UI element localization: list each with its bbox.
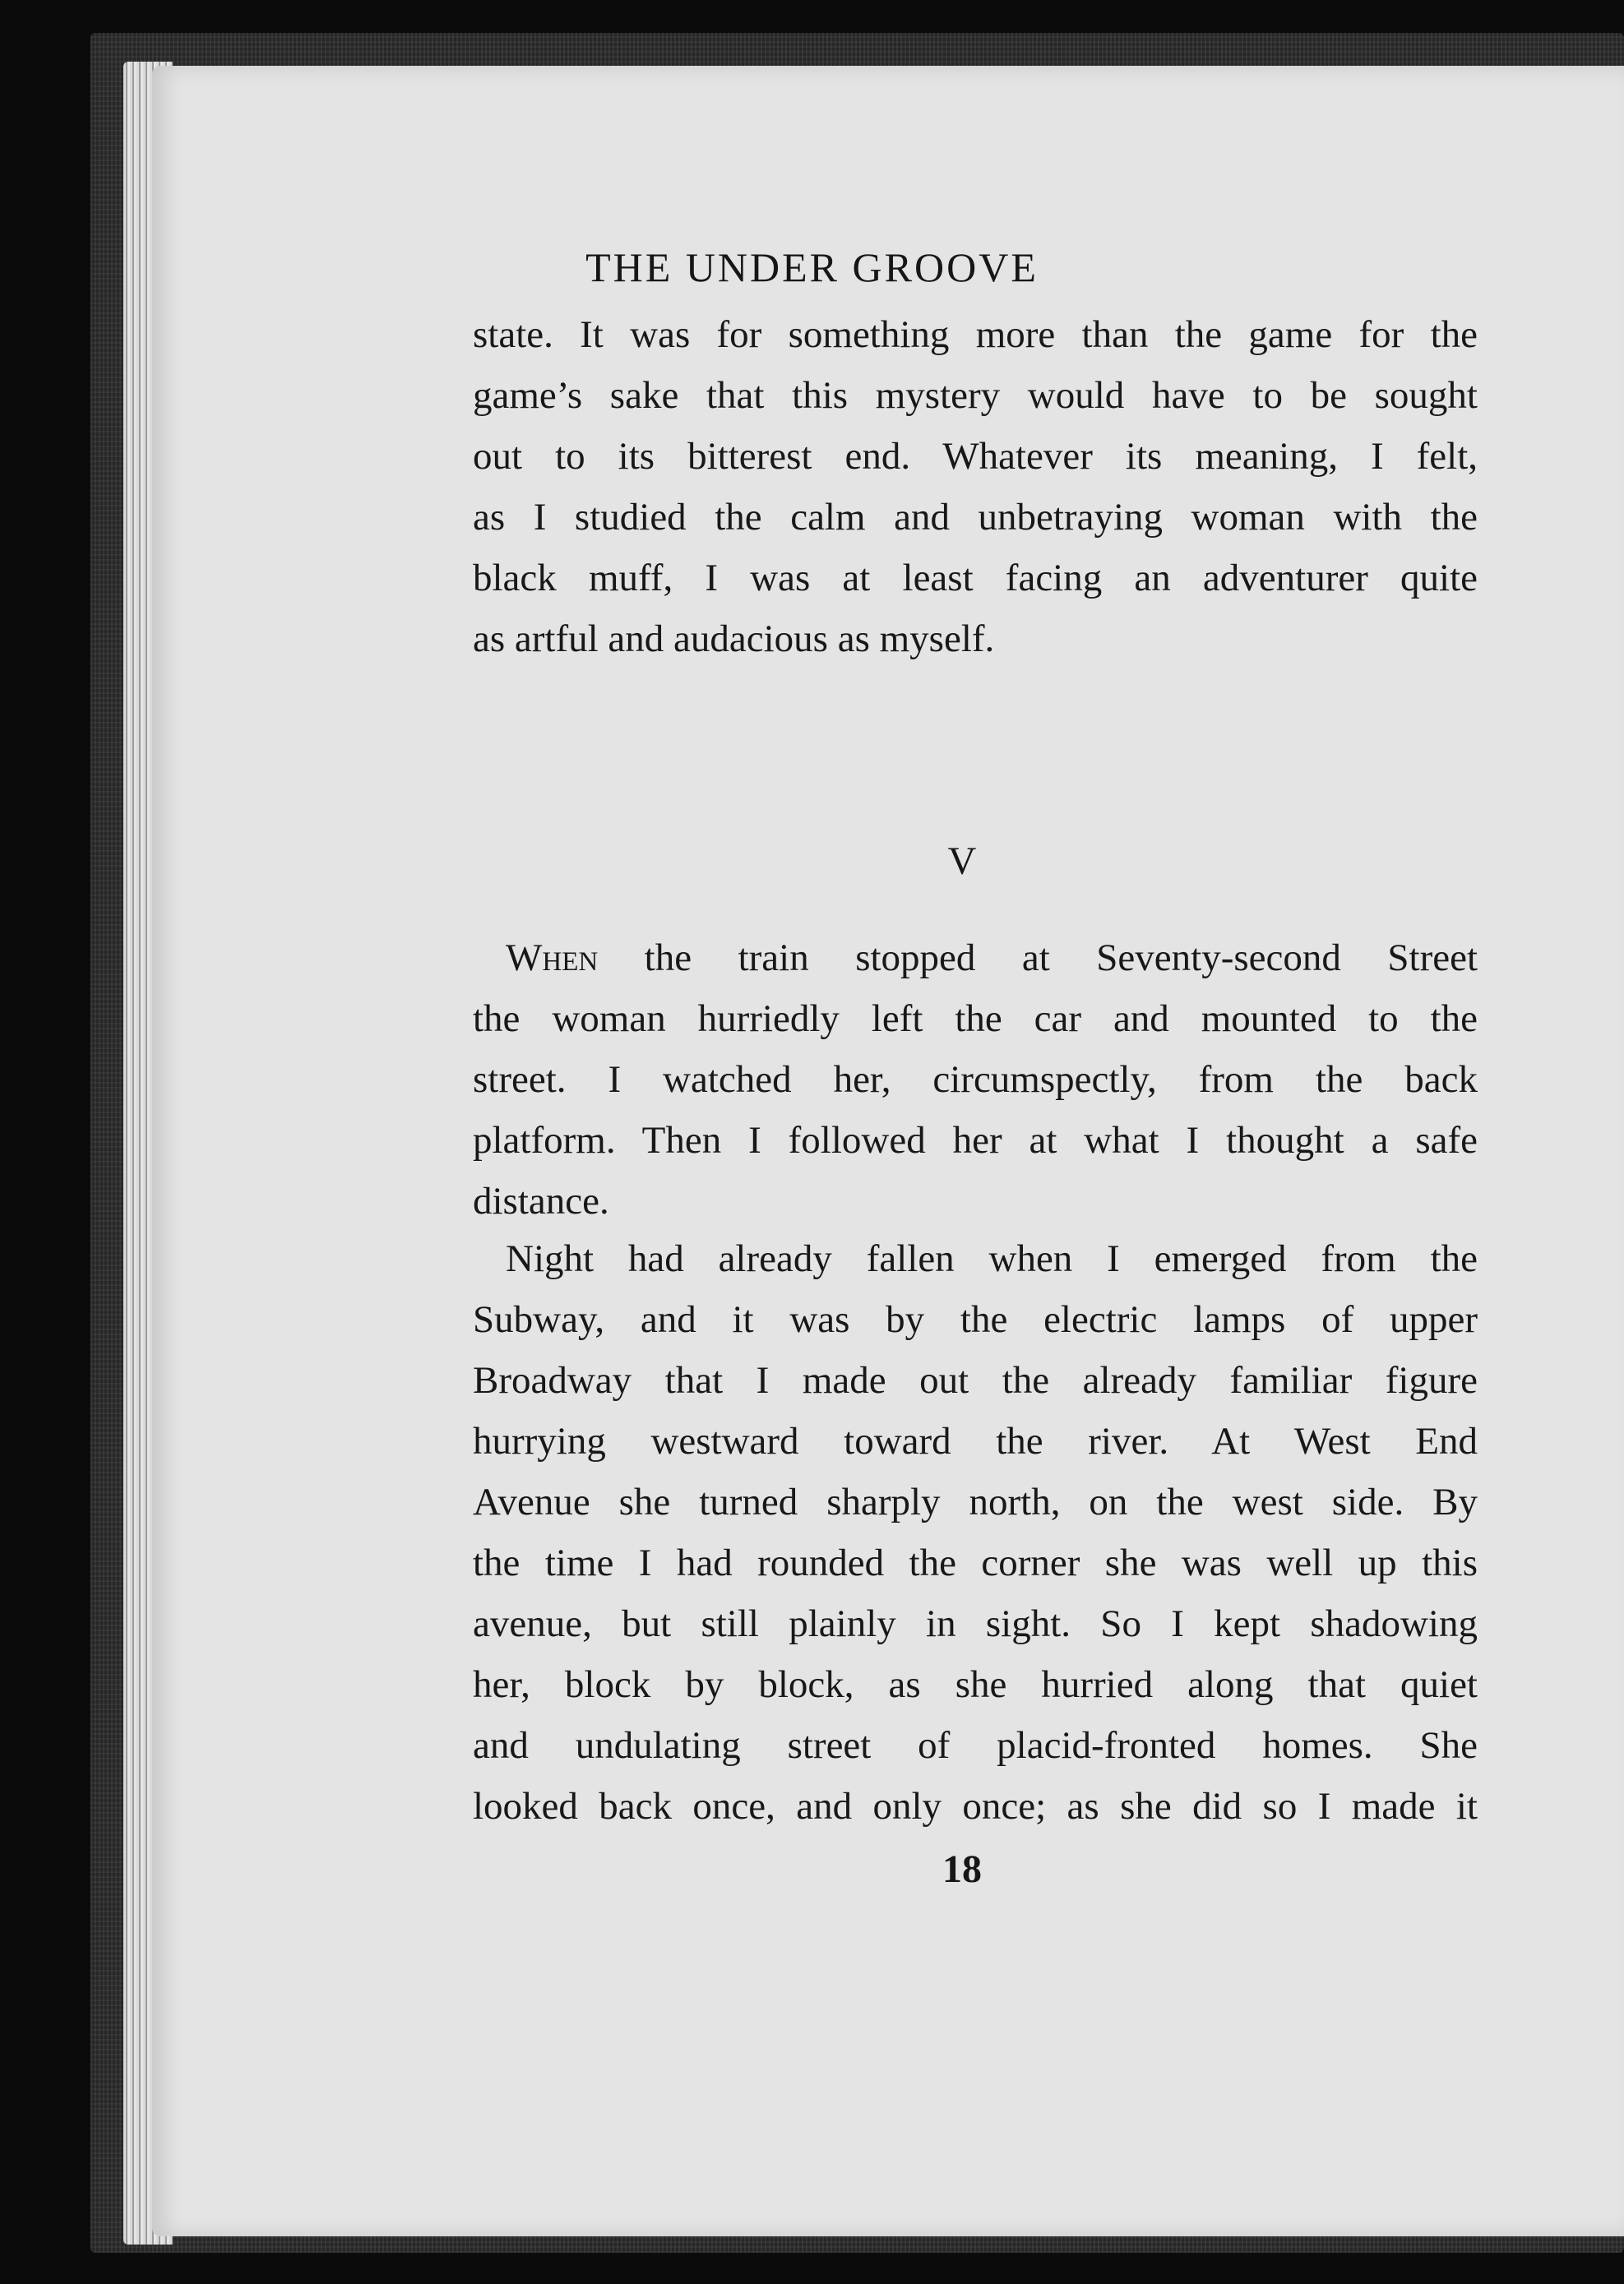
continued-paragraph [473, 304, 1478, 669]
text-line: game’s sake that this mystery would have to be sought [473, 374, 1478, 417]
text-line: her, block by block, as she hurried along that quiet [473, 1663, 1478, 1706]
text-line: state. It was for something more than the game for the [473, 313, 1478, 356]
text-line: street. I watched her, circumspectly, from the back [473, 1058, 1478, 1101]
text-line: black muff, I was at least facing an adventurer quite [473, 557, 1478, 599]
chapter-heading: V [947, 839, 977, 883]
text-line: as I studied the calm and unbetraying woman with the [473, 496, 1478, 539]
text-line-rest: the train stopped at Seventy-second Street [598, 936, 1478, 979]
text-line: Broadway that I made out the already familiar figure [473, 1359, 1478, 1402]
text-line: Night had already fallen when I emerged from the [506, 1237, 1478, 1280]
paragraph [473, 1228, 1478, 1837]
text-line: out to its bitterest end. Whatever its meaning, I felt, [473, 435, 1478, 478]
text-line: Subway, and it was by the electric lamps of upper [473, 1298, 1478, 1341]
text-line: and undulating street of placid-fronted homes. She [473, 1724, 1478, 1767]
text-line [473, 927, 1478, 988]
chapter-opening-paragraph [473, 927, 1478, 1232]
text-line: avenue, but still plainly in sight. So I kept shadowing [473, 1602, 1478, 1645]
running-head: THE UNDER GROOVE [585, 244, 1039, 290]
text-line: distance. [473, 1180, 609, 1223]
lead-word: When [506, 936, 599, 979]
text-line: hurrying westward toward the river. At West End [473, 1420, 1478, 1463]
text-line: looked back once, and only once; as she did so I made it [473, 1785, 1478, 1828]
text-line: Avenue she turned sharply north, on the west side. By [473, 1481, 1478, 1523]
text-line: as artful and audacious as myself. [473, 617, 995, 660]
page-number: 18 [942, 1847, 982, 1891]
text-line: platform. Then I followed her at what I thought a safe [473, 1119, 1478, 1162]
text-line: the woman hurriedly left the car and mounted to the [473, 997, 1478, 1040]
text-line: the time I had rounded the corner she was well up this [473, 1542, 1478, 1584]
